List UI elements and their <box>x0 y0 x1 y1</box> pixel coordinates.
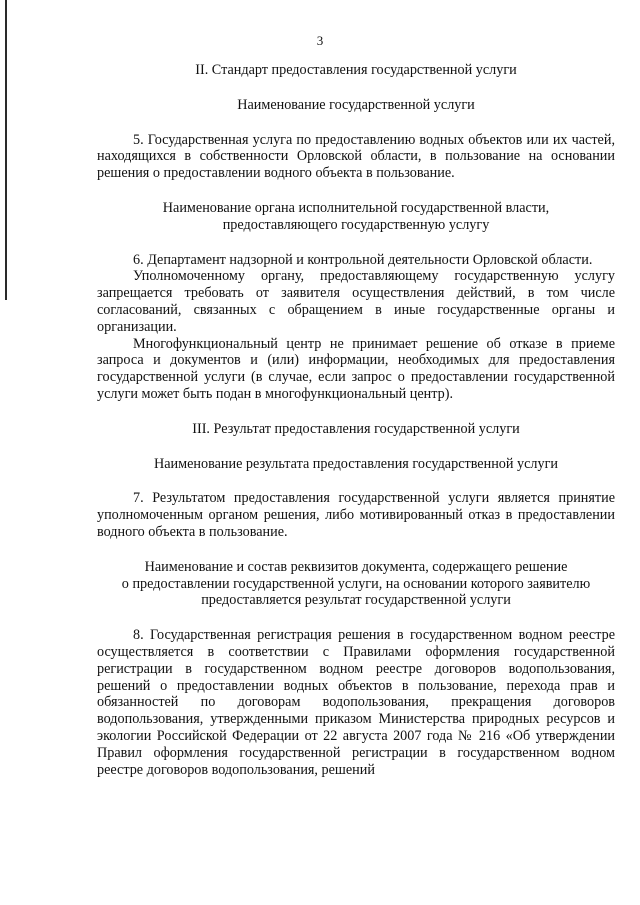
section-2-subheading-2-line-1: Наименование органа исполнительной государственной власти, <box>162 199 550 216</box>
section-2-subheading-2-line-2: предоставляющего государственную услугу <box>222 216 490 233</box>
paragraph-5: 5. Государственная услуга по предоставлению водных объектов или их частей, находящихся в собственности Орловской области, в пользование на основании решения о предоставлении водного объекта в пользование. <box>97 131 615 182</box>
document-body <box>97 62 615 778</box>
paragraph-6c: Многофункциональный центр не принимает решение об отказе в приеме запроса и документов и (или) информации, необходимых для предоставления государственной услуги (в случае, если запрос о предоставлении государственной услуги может быть подан в многофункциональный центр). <box>97 335 615 402</box>
section-3-subheading-2-line-1: Наименование и состав реквизитов документа, содержащего решение <box>144 558 568 575</box>
paragraph-7: 7. Результатом предоставления государственной услуги является принятие уполномоченным органом решения, либо мотивированный отказ в предоставлении водного объекта в пользование. <box>97 490 615 540</box>
paragraph-6b: Уполномоченному органу, предоставляющему государственную услугу запрещается требовать от заявителя осуществления действий, в том числе согласований, связанных с обращением в иные государственные органы и организации. <box>97 268 615 335</box>
section-3-title: III. Результат предоставления государственной услуги <box>192 420 520 437</box>
section-2-title: II. Стандарт предоставления государственной услуги <box>195 62 517 78</box>
section-3-subheading-2-line-3: предоставляется результат государственной услуги <box>201 592 511 609</box>
section-2-subheading-1: Наименование государственной услуги <box>237 96 475 113</box>
paragraph-8: 8. Государственная регистрация решения в государственном водном реестре осуществляется в соответствии с Правилами оформления государственной регистрации в государственном водном реестре договоров водопользования, решений о предоставлении водных объектов в пользование, перехода прав и обязанностей по договорам водопользования, прекращения договоров водопользования, утвержденными приказом Министерства природных ресурсов и экологии Российской Федерации от 22 августа 2007 года № 216 «Об утверждении Правил оформления государственной регистрации в государственном водном реестре договоров водопользования, решений <box>97 627 615 778</box>
paragraph-6: 6. Департамент надзорной и контрольной деятельности Орловской области. <box>133 251 593 268</box>
page-number: 3 <box>316 33 324 48</box>
section-3-subheading-2-line-2: о предоставлении государственной услуги, на основании которого заявителю <box>121 575 591 592</box>
section-3-subheading-1: Наименование результата предоставления государственной услуги <box>153 455 559 472</box>
